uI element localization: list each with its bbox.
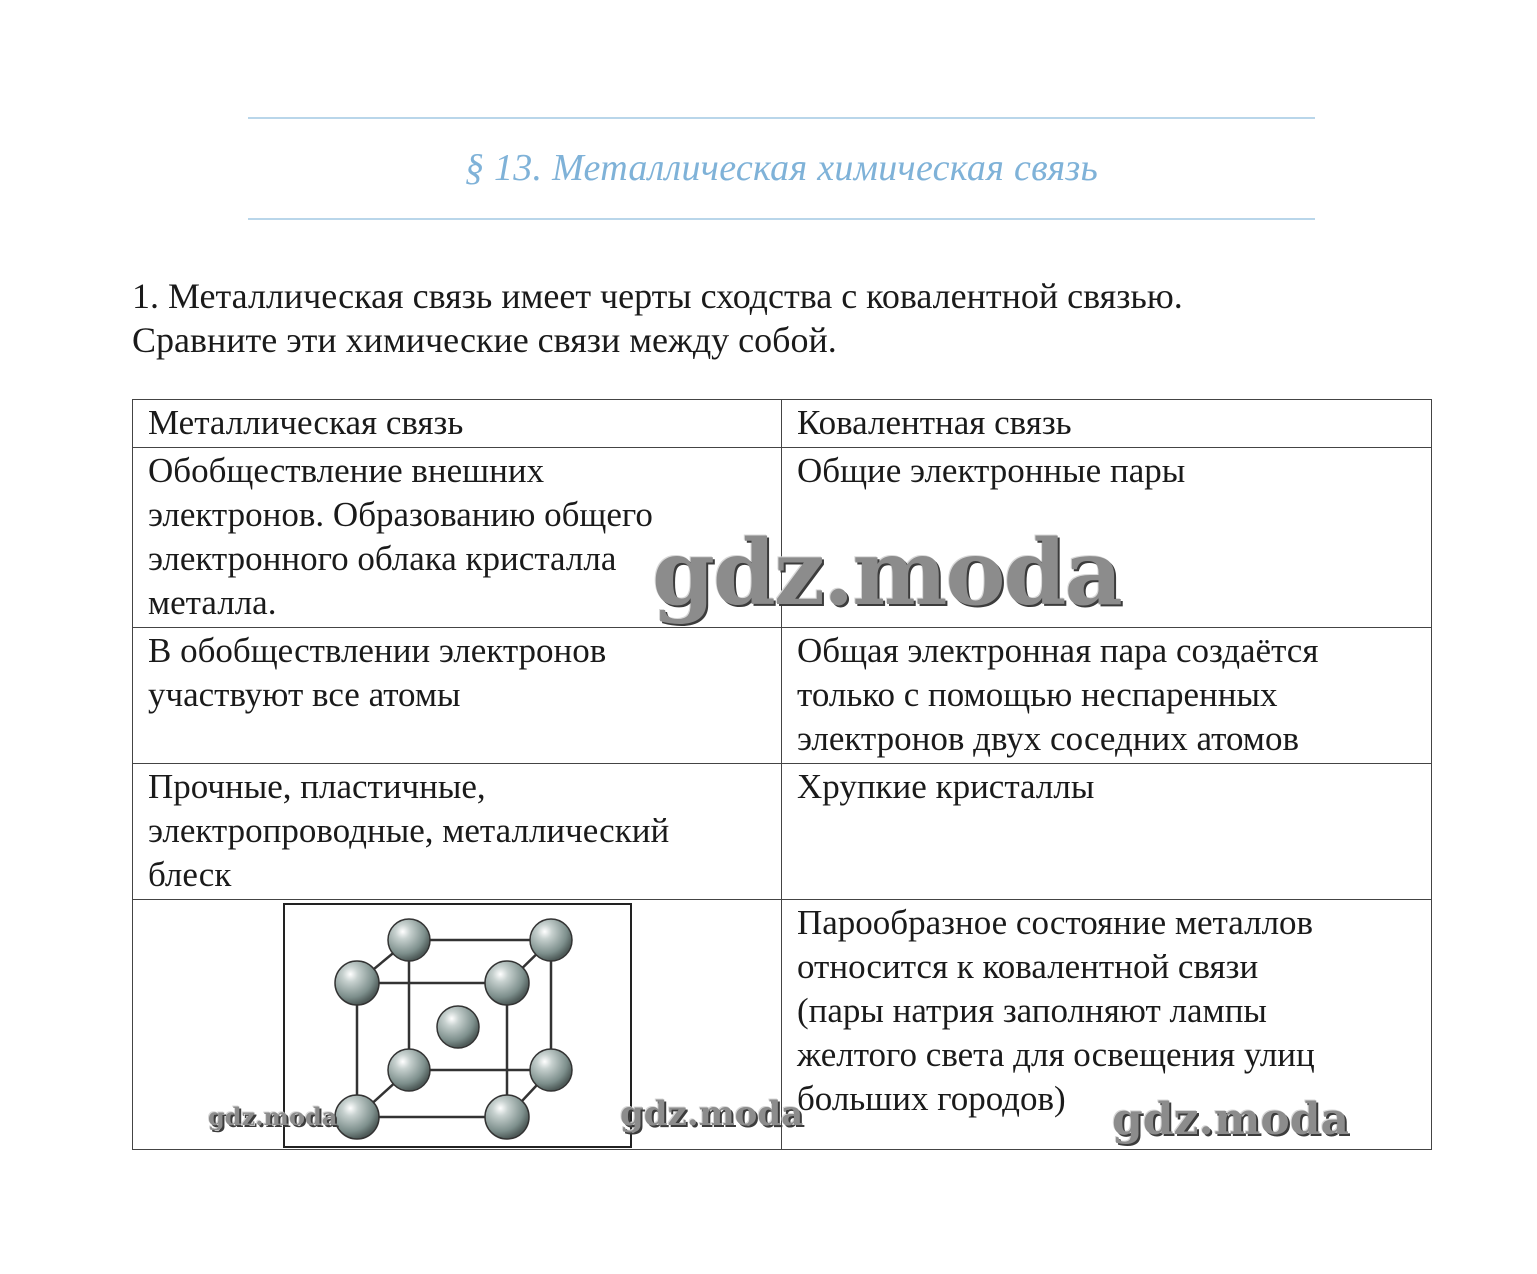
cell-line: В обобществлении электронов xyxy=(148,631,607,670)
cell-line: блеск xyxy=(148,855,232,894)
task-line-2: Сравните эти химические связи между собой. xyxy=(132,320,837,360)
cell-metal xyxy=(133,628,782,764)
atom xyxy=(530,1049,572,1091)
cell-line: электронного облака кристалла xyxy=(148,539,617,578)
cell-line: участвуют все атомы xyxy=(148,675,461,714)
cell-line: электронов. Образованию общего xyxy=(148,495,653,534)
top-rule xyxy=(248,117,1315,119)
cell-line: желтого света для освещения улиц xyxy=(797,1035,1315,1074)
cell-line: (пары натрия заполняют лампы xyxy=(797,991,1267,1030)
cell-line: электропроводные, металлический xyxy=(148,811,670,850)
lattice-atoms xyxy=(335,919,572,1139)
atom xyxy=(530,919,572,961)
cell-line: больших городов) xyxy=(797,1079,1066,1118)
watermark-small: gdz.moda xyxy=(1112,1094,1350,1145)
cell-line: Прочные, пластичные, xyxy=(148,767,486,806)
cell-line: Общие электронные пары xyxy=(797,451,1186,490)
cell-covalent xyxy=(782,764,1432,900)
header-metal: Металлическая связь xyxy=(133,400,782,448)
watermark-small: gdz.moda xyxy=(208,1102,338,1131)
section-title: § 13. Металлическая химическая связь xyxy=(464,147,1099,189)
cell-line: металла. xyxy=(148,583,277,622)
atom xyxy=(388,1049,430,1091)
cell-covalent xyxy=(782,628,1432,764)
bottom-rule xyxy=(248,218,1315,220)
task-line-1: 1. Металлическая связь имеет черты сходства с ковалентной связью. xyxy=(132,276,1183,316)
table-header-row xyxy=(133,400,1432,448)
cell-line: электронов двух соседних атомов xyxy=(797,719,1299,758)
cell-line: относится к ковалентной связи xyxy=(797,947,1259,986)
atom-center xyxy=(437,1006,479,1048)
cell-metal xyxy=(133,764,782,900)
header-covalent: Ковалентная связь xyxy=(782,400,1432,448)
watermark-large: gdz.moda xyxy=(652,520,1121,626)
cell-line: Общая электронная пара создаётся xyxy=(797,631,1319,670)
task-text xyxy=(132,274,1432,362)
cell-line: только с помощью неспаренных xyxy=(797,675,1278,714)
table-row xyxy=(133,628,1432,764)
cell-line: Обобществление внешних xyxy=(148,451,545,490)
atom xyxy=(485,1095,529,1139)
atom xyxy=(335,961,379,1005)
watermark-small: gdz.moda xyxy=(620,1094,804,1134)
atom xyxy=(388,919,430,961)
cell-line: Парообразное состояние металлов xyxy=(797,903,1314,942)
comparison-table xyxy=(132,399,1432,1150)
atom xyxy=(485,961,529,1005)
atom xyxy=(335,1095,379,1139)
table-row xyxy=(133,764,1432,900)
cell-line: Хрупкие кристаллы xyxy=(797,767,1095,806)
